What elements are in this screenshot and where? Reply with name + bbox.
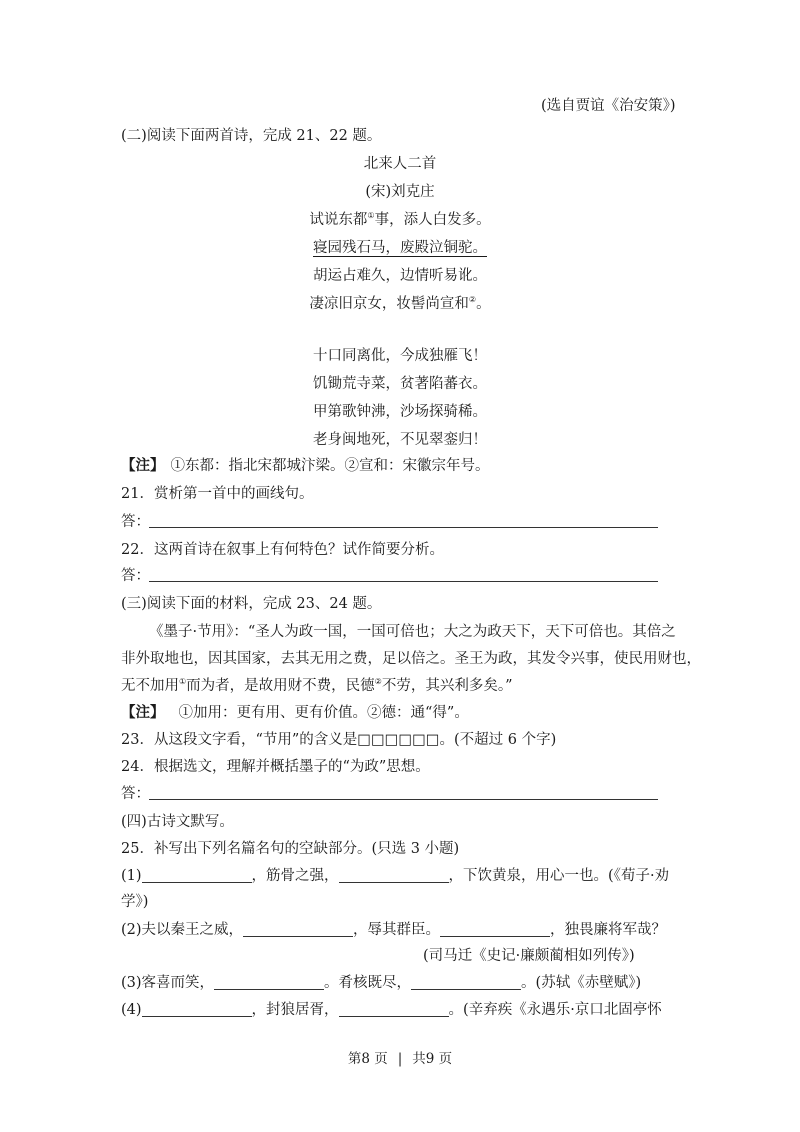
question-23: 23．从这段文字看，“节用”的含义是□□□□□□。(不超过 6 个字) xyxy=(121,732,557,748)
fill-blank[interactable] xyxy=(142,1001,252,1017)
answer-label-22: 答： xyxy=(121,568,150,584)
footnote-mark-1: ① xyxy=(179,677,187,686)
question-22: 22．这两首诗在叙事上有何特色？试作简要分析。 xyxy=(121,542,444,558)
mozi-note: 【注】 ①加用：更有用、更有价值。②德：通“得”。 xyxy=(121,704,469,721)
poem2-line1: 十口同离仳，今成独雁飞！ xyxy=(313,348,487,364)
fill-blank[interactable] xyxy=(440,921,550,937)
fill-blank[interactable] xyxy=(411,974,521,990)
poem1-line2-underlined: 寝园残石马，废殿泣铜驼。 xyxy=(313,240,487,256)
footnote-mark-1: ① xyxy=(367,211,375,220)
poem2-line3: 甲第歌钟沸，沙场探骑稀。 xyxy=(313,404,487,420)
footnote-mark-2: ② xyxy=(468,295,477,304)
answer-label-21: 答： xyxy=(121,514,150,530)
page-footer xyxy=(0,1049,800,1069)
fill-blank[interactable] xyxy=(214,974,324,990)
poem1-line1: 试说东都①事，添人白发多。 xyxy=(309,211,491,228)
note-label: 【注】 xyxy=(121,704,165,721)
recitation-item-2-source: (司马迁《史记·廉颇蔺相如列传》) xyxy=(423,948,635,964)
section2-heading: (二)阅读下面两首诗，完成 21、22 题。 xyxy=(121,128,382,144)
recitation-item-2: (2)夫以秦王之威， ，辱其群臣。 ，独畏廉将军哉？ xyxy=(121,922,667,938)
fill-blank[interactable] xyxy=(339,867,449,883)
fill-blank[interactable] xyxy=(339,1001,449,1017)
section3-heading: (三)阅读下面的材料，完成 23、24 题。 xyxy=(121,596,382,612)
poem1-line4: 凄凉旧京女，妆髻尚宣和②。 xyxy=(309,295,491,312)
poem2-line2: 饥锄荒寺菜，贫著陷蕃衣。 xyxy=(313,376,487,392)
poem2-line4: 老身闽地死，不见翠銮归！ xyxy=(313,432,487,448)
note-label: 【注】 xyxy=(121,457,165,474)
answer-line-22[interactable] xyxy=(149,581,658,582)
mozi-paragraph-line1: 《墨子·节用》：“圣人为政一国，一国可倍也；大之为政天下，天下可倍也。其倍之 xyxy=(149,624,676,640)
source-citation: (选自贾谊《治安策》) xyxy=(541,98,676,114)
fill-blank[interactable] xyxy=(243,921,353,937)
footer-separator: | xyxy=(397,1051,403,1067)
answer-line-24[interactable] xyxy=(149,799,658,800)
recitation-item-1-cont: 学》) xyxy=(121,894,149,910)
question-24: 24．根据选文，理解并概括墨子的“为政”思想。 xyxy=(121,759,430,775)
poem-note: 【注】 ①东都：指北宋都城汴梁。②宣和：宋徽宗年号。 xyxy=(121,457,490,474)
recitation-item-3: (3)客喜而笑， 。肴核既尽， 。(苏轼《赤壁赋》) xyxy=(121,975,642,991)
question-21: 21．赏析第一首中的画线句。 xyxy=(121,486,314,502)
fill-blank[interactable] xyxy=(142,867,252,883)
footnote-mark-2: ② xyxy=(374,677,382,686)
section4-heading: (四)古诗文默写。 xyxy=(121,814,234,830)
mozi-paragraph-line2: 非外取地也，因其国家，去其无用之费，足以倍之。圣王为政，其发令兴事，使民用财也， xyxy=(121,651,701,667)
answer-label-24: 答： xyxy=(121,786,150,802)
poem-title: 北来人二首 xyxy=(363,156,437,172)
mozi-paragraph-line3: 无不加用①而为者，是故用财不费，民德②不劳，其兴利多矣。” xyxy=(121,677,513,694)
page-total: 共9 页 xyxy=(412,1051,453,1067)
recitation-item-4: (4) ，封狼居胥， 。(辛弃疾《永遇乐·京口北固亭怀 xyxy=(121,1002,662,1018)
answer-line-21[interactable] xyxy=(149,527,658,528)
question-25: 25．补写出下列名篇名句的空缺部分。(只选 3 小题) xyxy=(121,841,460,857)
page-current: 第8 页 xyxy=(347,1051,388,1067)
poem1-line3: 胡运占难久，边情听易讹。 xyxy=(313,268,487,284)
poem-author: (宋)刘克庄 xyxy=(365,184,435,200)
recitation-item-1: (1) ，筋骨之强， ，下饮黄泉，用心一也。(《荀子·劝 xyxy=(121,868,670,884)
